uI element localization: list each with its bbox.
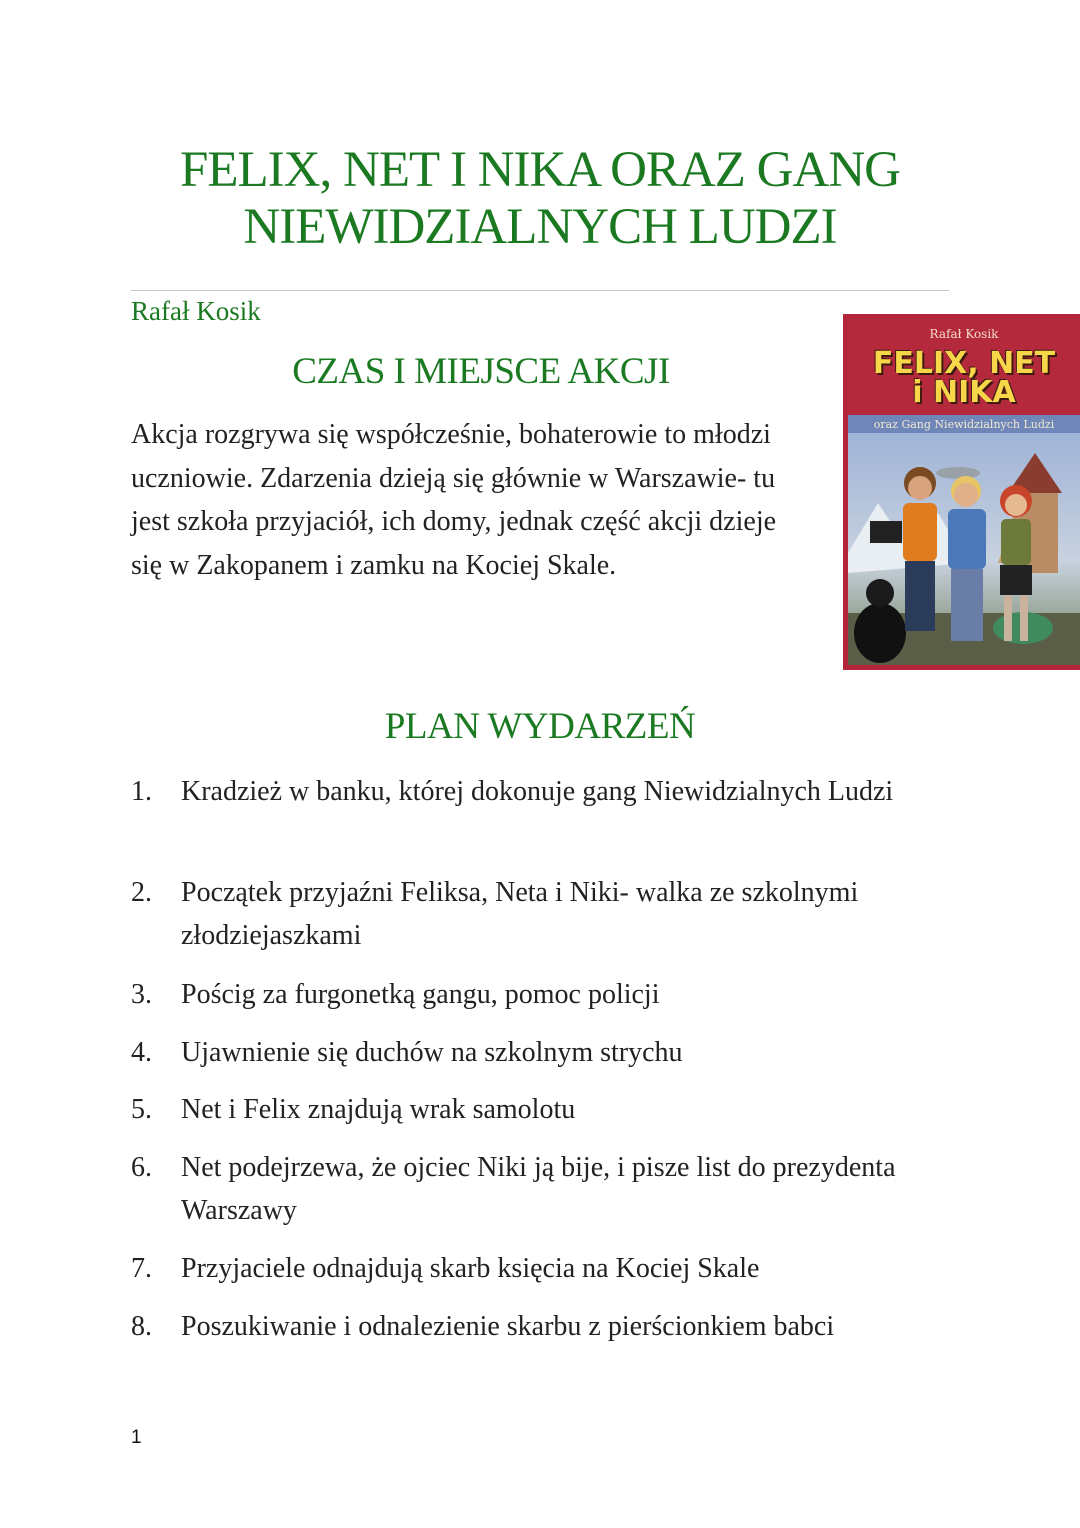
cover-background <box>848 319 1080 665</box>
book-cover-image <box>843 314 1080 670</box>
list-item-text: Net i Felix znajdują wrak samolotu <box>181 1094 576 1125</box>
title-divider <box>131 290 949 291</box>
dog <box>854 603 906 663</box>
cover-title <box>848 346 1080 410</box>
list-item-number: 5. <box>131 1094 152 1125</box>
time-place-paragraph: Akcja rozgrywa się współcześnie, bohaterowie to młodzi uczniowie. Zdarzenia dzieją się głównie w Warszawie- tu jest szkoła przyjaciół, ich domy, jednak część akcji dzieje się w Zakopanem i zamku na Kociej Skale. <box>131 419 777 581</box>
author-name: Rafał Kosik <box>131 296 261 326</box>
list-item-number: 8. <box>131 1311 152 1342</box>
list-item-number: 1. <box>131 776 152 807</box>
list-item-number: 2. <box>131 877 152 908</box>
list-item-number: 7. <box>131 1253 152 1284</box>
section-heading-plan: PLAN WYDARZEŃ <box>384 706 696 747</box>
list-item-number: 4. <box>131 1037 152 1068</box>
cover-illustration <box>848 433 1080 665</box>
document-title <box>60 142 1020 256</box>
cover-subtitle: oraz Gang Niewidzialnych Ludzi <box>873 418 1055 431</box>
list-item-text: Poszukiwanie i odnalezienie skarbu z pierścionkiem babci <box>181 1311 835 1342</box>
list-item-text: Ujawnienie się duchów na szkolnym strychu <box>181 1037 683 1068</box>
cover-title-line-1: FELIX, NET <box>872 346 1056 381</box>
laptop <box>870 521 902 543</box>
section-heading-time-place: CZAS I MIEJSCE AKCJI <box>292 351 670 392</box>
list-item-text: Początek przyjaźni Feliksa, Neta i Niki- walka ze szkolnymi złodziejaszkami <box>181 877 859 951</box>
list-item-text: Kradzież w banku, której dokonuje gang Niewidzialnych Ludzi <box>181 776 894 807</box>
title-line-2: NIEWIDZIALNYCH LUDZI <box>243 199 837 255</box>
list-item-text: Pościg za furgonetką gangu, pomoc policji <box>181 979 660 1010</box>
list-item-number: 3. <box>131 979 152 1010</box>
cover-title-line-2: i NIKA <box>912 375 1016 410</box>
cover-author: Rafał Kosik <box>929 327 999 341</box>
list-item-text: Przyjaciele odnajdują skarb księcia na Kociej Skale <box>181 1253 760 1284</box>
ufo <box>936 467 980 479</box>
page-number: 1 <box>131 1427 142 1448</box>
list-item-text: Net podejrzewa, że ojciec Niki ją bije, i pisze list do prezydenta Warszawy <box>181 1152 896 1226</box>
list-item-number: 6. <box>131 1152 152 1183</box>
title-line-1: FELIX, NET I NIKA ORAZ GANG <box>180 142 900 198</box>
